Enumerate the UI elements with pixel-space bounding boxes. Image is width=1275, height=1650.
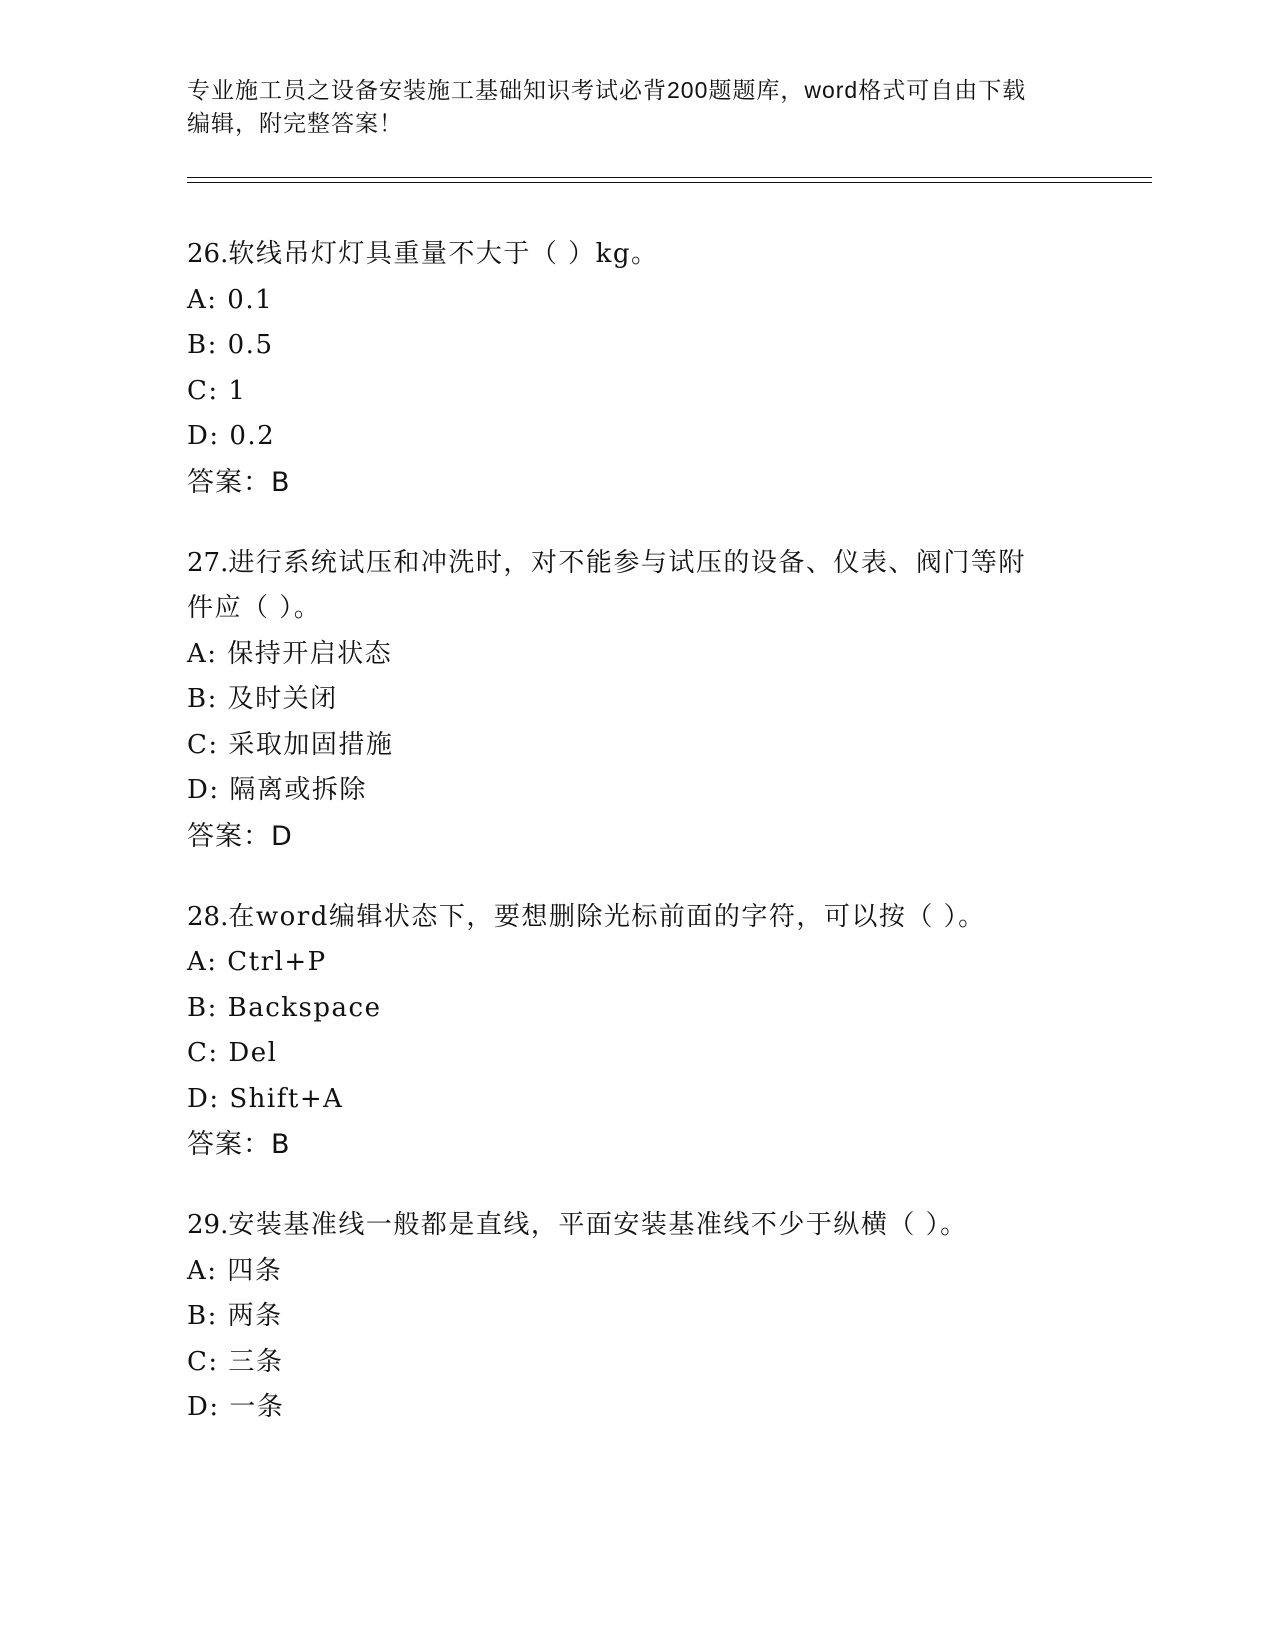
option-c: C: 三条 xyxy=(187,1346,284,1377)
option-c: C: 采取加固措施 xyxy=(187,729,394,760)
option-b: B: 0.5 xyxy=(187,330,274,360)
question-26 xyxy=(187,232,1087,505)
option-b: B: Backspace xyxy=(187,992,382,1023)
option-b: B: 及时关闭 xyxy=(187,684,338,714)
question-stem xyxy=(187,232,1087,278)
header-divider-bottom xyxy=(187,182,1152,183)
answer: 答案：B xyxy=(187,1129,291,1160)
question-list xyxy=(187,232,1087,1467)
option-b: B: 两条 xyxy=(187,1301,283,1331)
question-stem xyxy=(187,895,1087,941)
question-stem-continuation: 件应（ ）。 xyxy=(187,593,322,623)
question-27 xyxy=(187,541,1087,859)
option-d: D: 隔离或拆除 xyxy=(187,775,367,805)
question-stem-line: 软线吊灯灯具重量不大于（ ）kg。 xyxy=(228,239,659,269)
option-a: A: 保持开启状态 xyxy=(187,638,393,669)
option-d: D: Shift+A xyxy=(187,1083,344,1114)
option-c: C: Del xyxy=(187,1038,278,1068)
question-stem xyxy=(187,1203,1087,1249)
option-d: D: 一条 xyxy=(187,1392,285,1422)
question-stem xyxy=(187,541,1087,587)
question-29 xyxy=(187,1203,1087,1431)
question-number: 27. xyxy=(187,547,229,578)
answer: 答案：B xyxy=(187,466,291,498)
header-line-1: 专业施工员之设备安装施工基础知识考试必背200题题库，word格式可自由下载 xyxy=(187,77,1027,103)
option-d: D: 0.2 xyxy=(187,421,276,451)
question-28 xyxy=(187,895,1087,1168)
header-divider-top xyxy=(187,177,1152,178)
option-a: A: 0.1 xyxy=(187,284,274,315)
question-stem-line: 在word编辑状态下，要想删除光标前面的字符，可以按（ ）。 xyxy=(228,901,986,932)
option-c: C: 1 xyxy=(187,375,247,406)
question-number: 26. xyxy=(187,239,229,269)
question-stem-line: 安装基准线一般都是直线，平面安装基准线不少于纵横（ ）。 xyxy=(228,1210,968,1240)
option-a: A: 四条 xyxy=(187,1255,283,1286)
question-number: 29. xyxy=(187,1210,229,1240)
option-a: A: Ctrl+P xyxy=(187,947,327,977)
question-stem-line: 进行系统试压和冲洗时，对不能参与试压的设备、仪表、阀门等附 xyxy=(228,547,1026,578)
answer: 答案：D xyxy=(187,820,293,852)
question-number: 28. xyxy=(187,901,229,932)
header-line-2: 编辑，附完整答案！ xyxy=(187,110,403,136)
document-header xyxy=(187,74,1087,140)
